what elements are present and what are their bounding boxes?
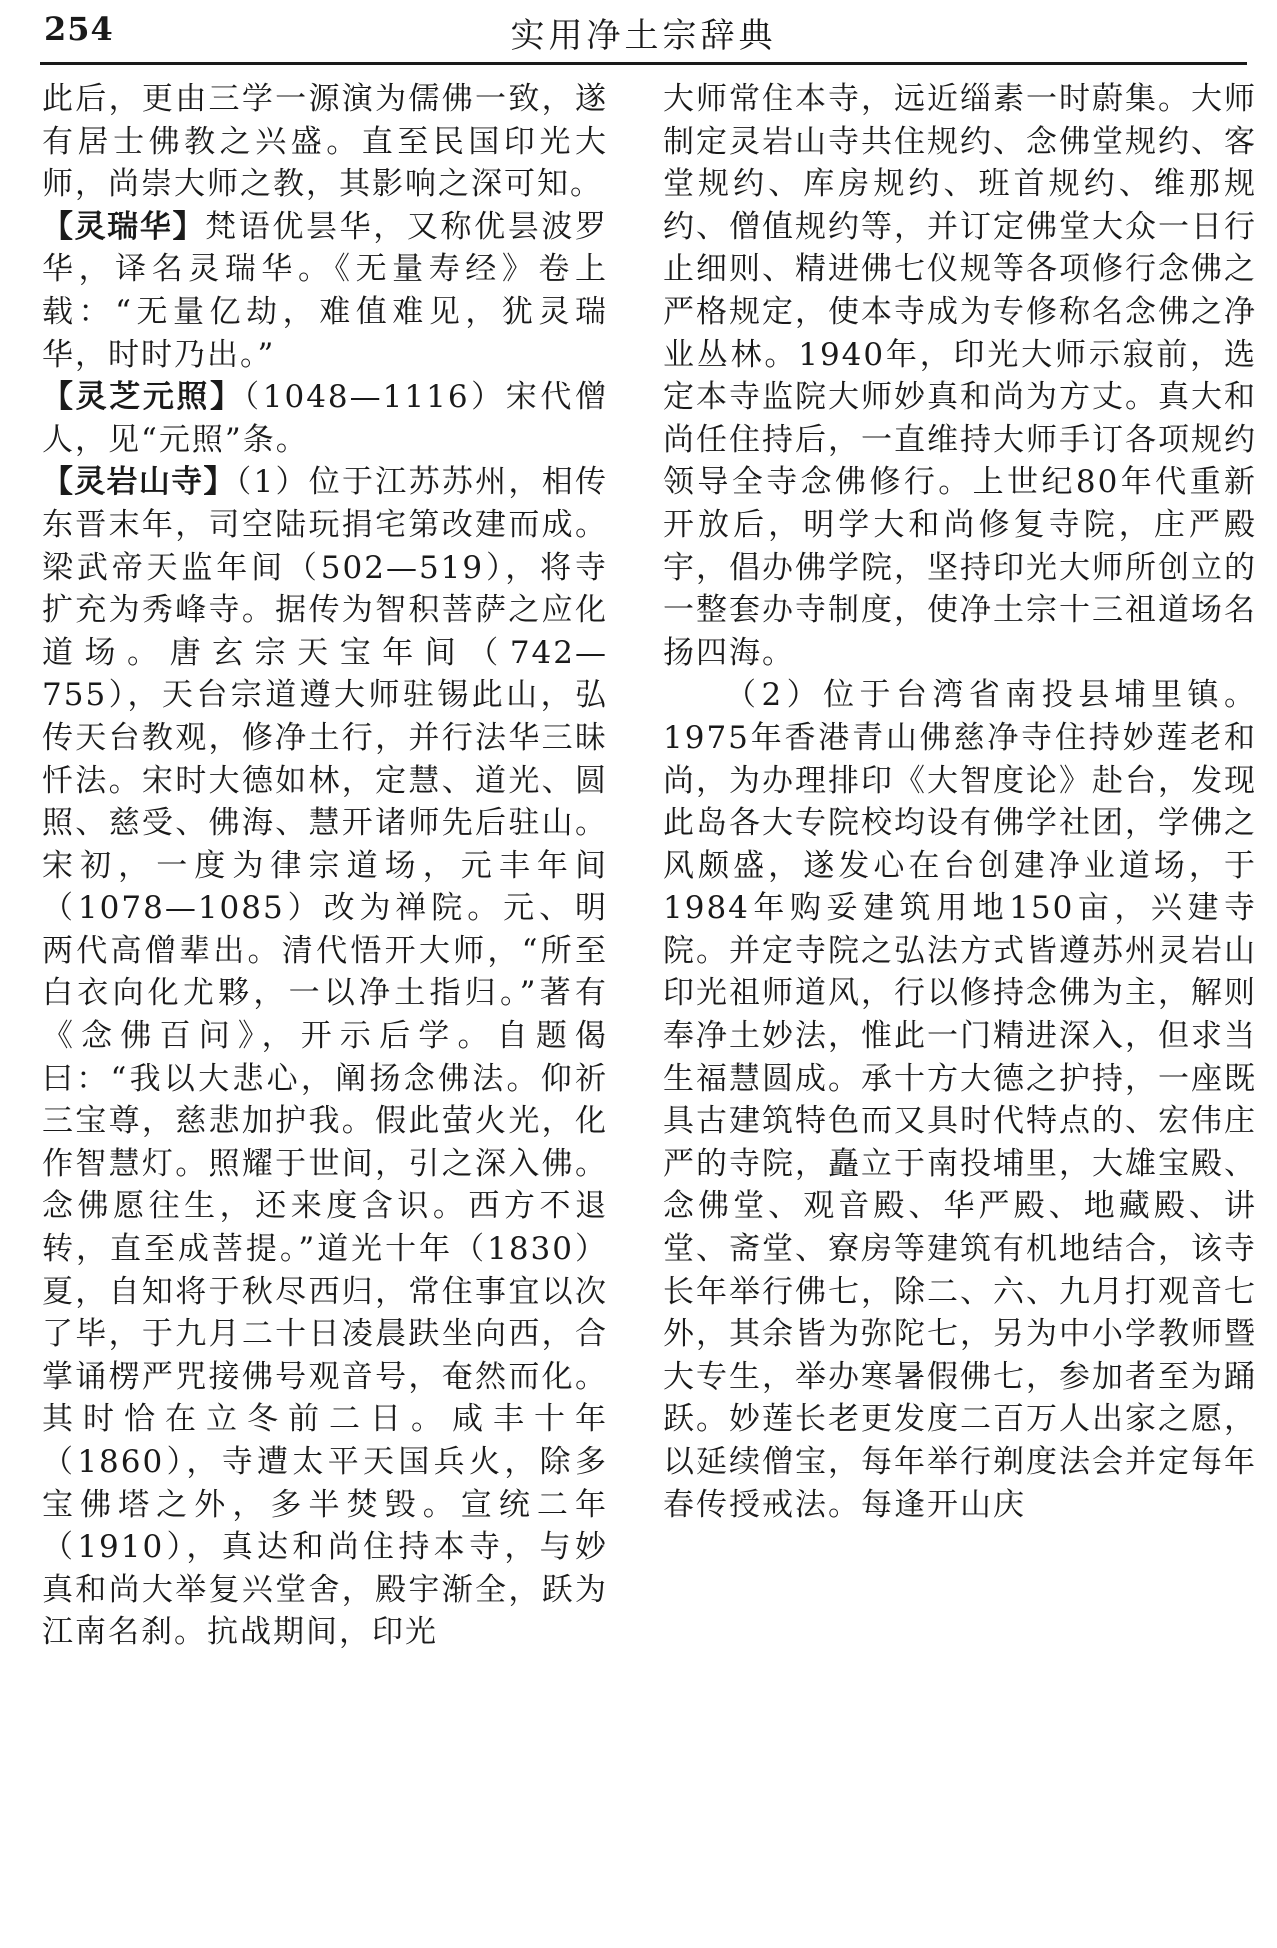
entry-body: 梵语优昙华，又称优昙波罗华，译名灵瑞华。《无量寿经》卷上载：“无量亿劫，难值难见，犹灵瑞华，时时乃出。” — [42, 208, 608, 373]
entry-ling-rui-hua — [42, 206, 608, 376]
page-header — [40, 0, 1247, 65]
entry-headword: 【灵芝元照】 — [42, 379, 244, 416]
page-number: 254 — [44, 10, 114, 48]
continued-paragraph: 此后，更由三学一源演为儒佛一致，遂有居士佛教之兴盛。直至民国印光大师，尚崇大师之教，其影响之深可知。 — [42, 81, 608, 203]
entry-ling-yan-shan-si — [42, 461, 608, 1654]
entry-headword: 【灵岩山寺】 — [42, 464, 236, 501]
entry-body: （1048—1116）宋代僧人，见“元照”条。 — [42, 379, 608, 458]
running-title: 实用净土宗辞典 — [510, 16, 777, 56]
entry-ling-zhi-yuan-zhao — [42, 376, 608, 461]
entry-headword: 【灵瑞华】 — [42, 208, 206, 245]
right-column — [663, 78, 1257, 1526]
entry-body: （1）位于江苏苏州，相传东晋末年，司空陆玩捐宅第改建而成。梁武帝天监年间（502—519），将寺扩充为秀峰寺。据传为智积菩萨之应化道场。唐玄宗天宝年间（742—755），天台宗道遵大师驻锡此山，弘传天台教观，修净土行，并行法华三昧忏法。宋时大德如林，定慧、道光、圆照、慈受、佛海、慧开诸师先后驻山。宋初，一度为律宗道场，元丰年间（1078—1085）改为禅院。元、明两代高僧辈出。清代悟开大师，“所至白衣向化尤夥，一以净土指归。”著有《念佛百问》，开示后学。自题偈曰：“我以大悲心，阐扬念佛法。仰祈三宝尊，慈悲加护我。假此萤火光，化作智慧灯。照耀于世间，引之深入佛。念佛愿往生，还来度含识。西方不退转，直至成菩提。”道光十年（1830）夏，自知将于秋尽西归，常住事宜以次了毕，于九月二十日凌晨趺坐向西，合掌诵楞严咒接佛号观音号，奄然而化。其时恰在立冬前二日。咸丰十年（1860），寺遭太平天国兵火，除多宝佛塔之外，多半焚毁。宣统二年（1910），真达和尚住持本寺，与妙真和尚大举复兴堂舍，殿宇渐全，跃为江南名刹。抗战期间，印光 — [42, 464, 608, 1651]
left-column — [42, 78, 608, 1654]
entry-sub-paragraph-2: （2）位于台湾省南投县埔里镇。1975年香港青山佛慈净寺住持妙莲老和尚，为办理排印《大智度论》赴台，发现此岛各大专院校均设有佛学社团，学佛之风颇盛，遂发心在台创建净业道场，于1984年购妥建筑用地150亩，兴建寺院。并定寺院之弘法方式皆遵苏州灵岩山印光祖师道风，行以修持念佛为主，解则奉净土妙法，惟此一门精进深入，但求当生福慧圆成。承十方大德之护持，一座既具古建筑特色而又具时代特点的、宏伟庄严的寺院，矗立于南投埔里，大雄宝殿、念佛堂、观音殿、华严殿、地藏殿、讲堂、斋堂、寮房等建筑有机地结合，该寺长年举行佛七，除二、六、九月打观音七外，其余皆为弥陀七，另为中小学教师暨大专生，举办寒暑假佛七，参加者至为踊跃。妙莲长老更发度二百万人出家之愿，以延续僧宝，每年举行剃度法会并定每年春传授戒法。每逢开山庆 — [663, 677, 1257, 1523]
entry-continuation-paragraph: 大师常住本寺，远近缁素一时蔚集。大师制定灵岩山寺共住规约、念佛堂规约、客堂规约、库房规约、班首规约、维那规约、僧值规约等，并订定佛堂大众一日行止细则、精进佛七仪规等各项修行念佛之严格规定，使本寺成为专修称名念佛之净业丛林。1940年，印光大师示寂前，选定本寺监院大师妙真和尚为方丈。真大和尚任住持后，一直维持大师手订各项规约领导全寺念佛修行。上世纪80年代重新开放后，明学大和尚修复寺院，庄严殿宇，倡办佛学院，坚持印光大师所创立的一整套办寺制度，使净土宗十三祖道场名扬四海。 — [663, 81, 1257, 671]
